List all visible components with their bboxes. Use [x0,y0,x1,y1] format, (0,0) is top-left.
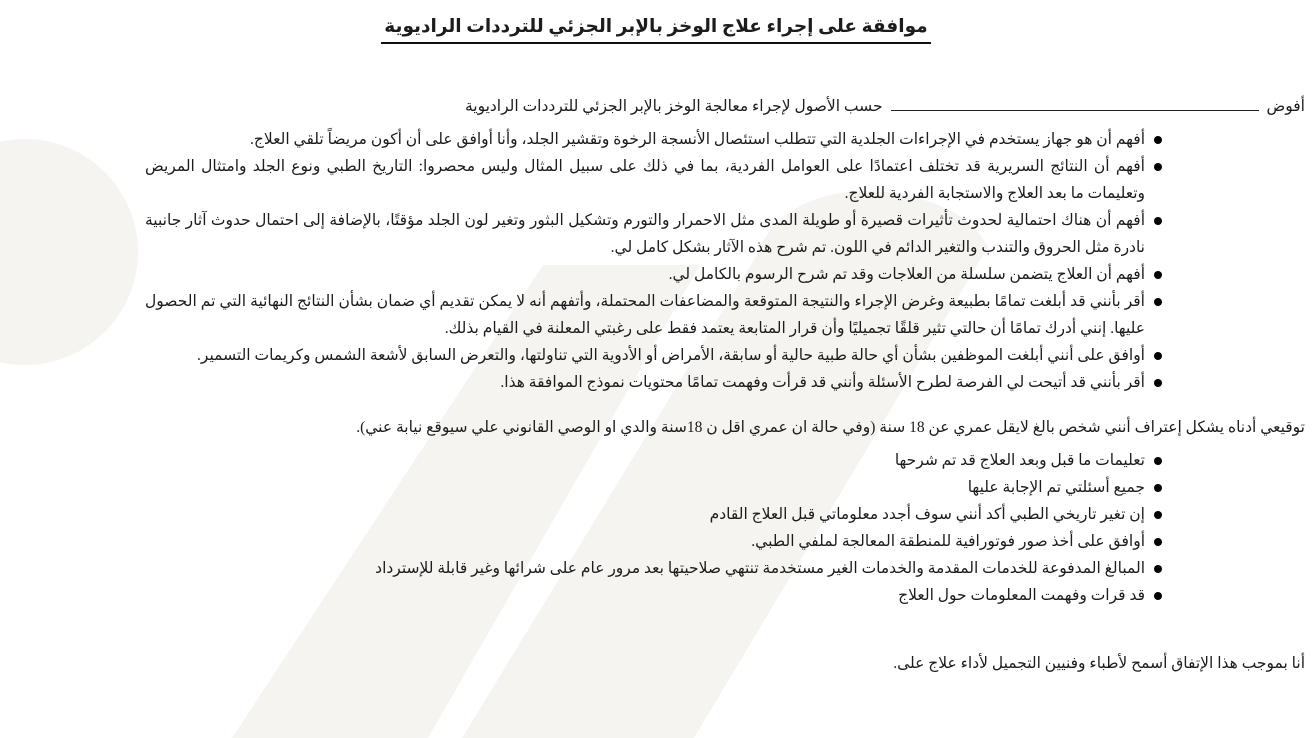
list-item: إن تغير تاريخي الطبي أكد أنني سوف أجدد معلوماتي قبل العلاج القادم [145,501,1305,528]
list-item: أوافق على أخذ صور فوتورافية للمنطقة المعالجة لملفي الطبي. [145,528,1305,555]
authorize-prefix: أفوض [1266,98,1305,115]
list-item: قد قرات وفهمت المعلومات حول العلاج [145,582,1305,609]
list-item: تعليمات ما قبل وبعد العلاج قد تم شرحها [145,447,1305,474]
list-item: أفهم أن هو جهاز يستخدم في الإجراءات الجلدية التي تتطلب استئصال الأنسجة الرخوة وتقشير الجلد، وأنا أوافق على أن أكون مريضاً تلقي العلاج. [145,126,1305,153]
list-item: جميع أسئلتي تم الإجابة عليها [145,474,1305,501]
authorization-line [145,93,1305,120]
signature-blank-line [891,95,1259,111]
list-item: المبالغ المدفوعة للخدمات المقدمة والخدمات الغير مستخدمة تنتهي صلاحيتها بعد مرور عام على شرائها وغير قابلة للإسترداد [145,555,1305,582]
title-row [0,0,1312,44]
list-item: أفهم أن النتائج السريرية قد تختلف اعتمادًا على العوامل الفردية، بما في ذلك على سبيل المثال وليس محصروا: التاريخ الطبي ونوع الجلد وامتثال المريض وتعليمات ما بعد العلاج والاستجابة الفردية للعلاج. [145,153,1305,207]
list-item: أفهم أن هناك احتمالية لحدوث تأثيرات قصيرة أو طويلة المدى مثل الاحمرار والتورم وتشكيل البثور وتغير لون الجلد مؤقتًا، بالإضافة إلى احتمال حدوث آثار جانبية نادرة مثل الحروق والتندب والتغير الدائم في اللون. تم شرح هذه الآثار بشكل كامل لي. [145,207,1305,261]
list-item: أفهم أن العلاج يتضمن سلسلة من العلاجات وقد تم شرح الرسوم بالكامل لي. [145,261,1305,288]
list-item: أقر بأنني قد أتيحت لي الفرصة لطرح الأسئلة وأنني قد قرأت وفهمت تمامًا محتويات نموذج الموافقة هذا. [145,369,1305,396]
document-title: موافقة على إجراء علاج الوخز بالإبر الجزئي للترددات الراديوية [381,13,930,44]
age-confirmation-paragraph: توقيعي أدناه يشكل إعتراف أنني شخص بالغ لايقل عمري عن 18 سنة (وفي حالة ان عمري اقل ن 18سنة والدي او الوصي القانوني علي سيوقع نيابة عني). [356,419,1305,436]
acknowledgement-list [145,447,1305,609]
list-item: أقر بأنني قد أبلغت تمامًا بطبيعة وغرض الإجراء والنتيجة المتوقعة والمضاعفات المحتملة، وأتفهم أنه لا يمكن تقديم أي ضمان بشأن النتائج النهائية التي تم الحصول عليها. إنني أدرك تمامًا أن حالتي تثير قلقًا تجميليًا وأن قرار المتابعة يعتمد فقط على رغبتي المعلنة في القيام بذلك. [145,288,1305,342]
authorize-suffix: حسب الأصول لإجراء معالجة الوخز بالإبر الجزئي للترددات الراديوية [464,98,883,115]
list-item: أوافق على أنني أبلغت الموظفين بشأن أي حالة طبية حالية أو سابقة، الأمراض أو الأدوية التي تناولتها، والتعرض السابق لأشعة الشمس وكريمات التسمير. [145,342,1305,369]
document-content [145,93,1305,677]
closing-statement: أنا بموجب هذا الإتفاق أسمح لأطباء وفنيين التجميل لأداء علاج على. [893,655,1305,672]
understanding-list [145,126,1305,396]
